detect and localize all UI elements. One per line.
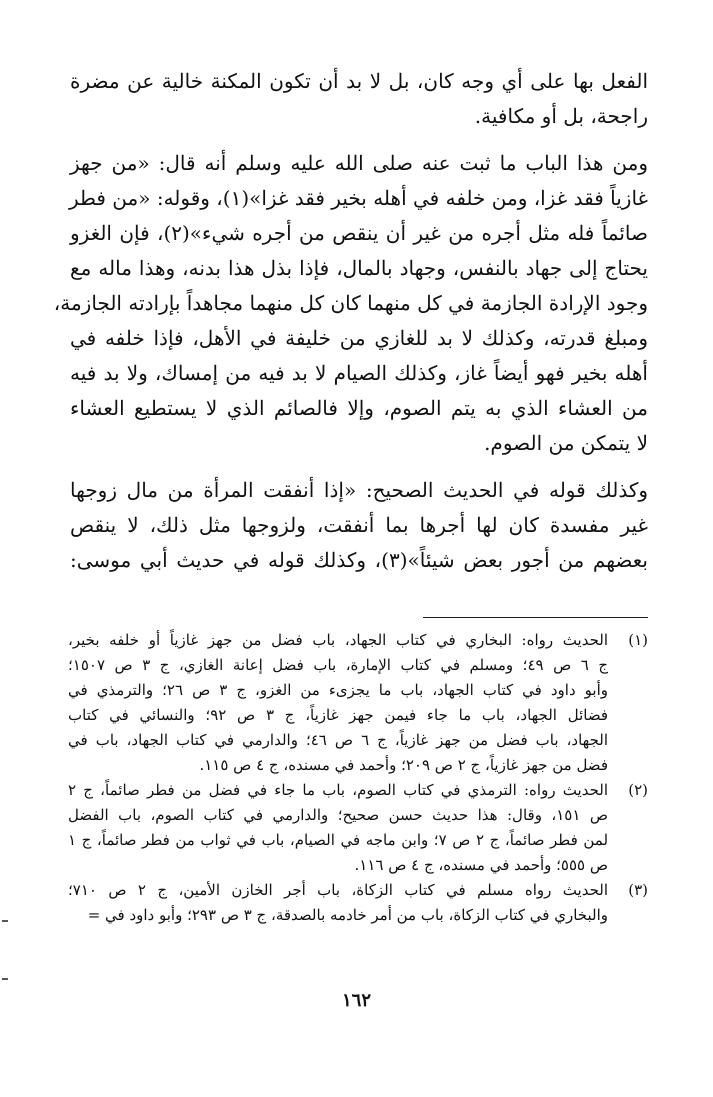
- footnote-number: (٣): [628, 881, 648, 899]
- text-line: يحتاج إلى جهاد بالنفس، وجهاد بالمال، فإذا بذل هذا بدنه، وهذا ماله مع: [70, 256, 648, 280]
- page-number: ١٦٢: [341, 990, 371, 1011]
- text-line: من العشاء الذي به يتم الصوم، وإلا فالصائم الذي لا يستطيع العشاء: [70, 396, 648, 420]
- text-line: الفعل بها على أي وجه كان، بل لا بد أن تكون المكنة خالية عن مضرة: [70, 69, 648, 93]
- footnote-line: فضائل الجهاد، باب ما جاء فيمن جهز غازياً، ج ٣ ص ٩٢؛ والنسائي في كتاب: [68, 706, 609, 724]
- paragraph-1: [70, 64, 648, 134]
- footnotes: [68, 628, 648, 928]
- footnote-line: وأبو داود في كتاب الجهاد، باب ما يجزىء من الغزو، ج ٣ ص ٢٦؛ والترمذي في: [68, 681, 608, 699]
- footnote-number: (١): [628, 631, 648, 649]
- text-line: ومبلغ قدرته، وكذلك لا بد للغازي من خليفة في الأهل، فإذا خلفه في: [70, 326, 648, 350]
- text-line: وكذلك قوله في الحديث الصحيح: «إذا أنفقت المرأة من مال زوجها: [70, 478, 648, 502]
- scan-edge-mark: [2, 978, 8, 980]
- scan-edge-mark: [2, 920, 8, 922]
- footnote-line: ج ٦ ص ٤٩؛ ومسلم في كتاب الإمارة، باب فضل إعانة الغازي، ج ٣ ص ١٥٠٧؛: [68, 656, 609, 674]
- footnote-line: ص ٥٥٥؛ وأحمد في مسنده، ج ٤ ص ١١٦.: [354, 856, 608, 874]
- footnote-line: ص ١٥١، وقال: هذا حديث حسن صحيح؛ والدارمي في كتاب الصوم، باب الفضل: [68, 806, 608, 824]
- footnote-line: الحديث رواه: الترمذي في كتاب الصوم، باب ما جاء في فضل من فطر صائماً، ج ٢: [68, 781, 608, 799]
- paragraph-2: [53, 146, 648, 461]
- footnote-line: الجهاد، باب فضل من جهز غازياً، ج ٦ ص ٤٦؛ والدارمي في كتاب الجهاد، باب في: [68, 731, 608, 749]
- text-line: أهله بخير فهو أيضاً غاز، وكذلك الصيام لا بد فيه من إمساك، ولا بد فيه: [70, 361, 648, 385]
- footnote-3: [68, 878, 648, 928]
- text-line: صائماً فله مثل أجره من غير أن ينقص من أجره شيء»(٢)، فإن الغزو: [70, 221, 648, 245]
- text-line: غير مفسدة كان لها أجرها بما أنفقت، ولزوجها مثل ذلك، لا ينقص: [70, 513, 648, 537]
- text-line: غازياً فقد غزا، ومن خلفه في أهله بخير فقد غزا»(١)، وقوله: «من فطر: [68, 186, 648, 210]
- text-line: وجود الإرادة الجازمة في كل منهما كان كل منهما مجاهداً بإرادته الجازمة،: [53, 291, 648, 315]
- text-line: ومن هذا الباب ما ثبت عنه صلى الله عليه وسلم أنه قال: «من جهز: [70, 151, 648, 175]
- footnote-line: لمن فطر صائماً، ج ٢ ص ٧؛ وابن ماجه في الصيام، باب في ثواب من فطر صائماً، ج ١: [68, 831, 609, 849]
- footnote-number: (٢): [628, 781, 648, 799]
- footnote-2: [68, 778, 648, 878]
- main-text: [53, 64, 648, 578]
- text-line: بعضهم من أجور بعض شيئاً»(٣)، وكذلك قوله في حديث أبي موسى:: [70, 548, 648, 572]
- paragraph-3: [70, 473, 648, 578]
- footnote-1: [68, 628, 648, 778]
- text-line: لا يتمكن من الصوم.: [484, 431, 648, 455]
- footnote-line: الحديث رواه: البخاري في كتاب الجهاد، باب فضل من جهز غازياً أو خلفه بخير،: [68, 631, 608, 649]
- footnote-line: فضل من جهز غازياً، ج ٢ ص ٢٠٩؛ وأحمد في مسنده، ج ٤ ص ١١٥.: [199, 756, 608, 774]
- footnote-line: الحديث رواه مسلم في كتاب الزكاة، باب أجر الخازن الأمين، ج ٢ ص ٧١٠؛: [68, 881, 609, 899]
- footnote-line: والبخاري في كتاب الزكاة، باب من أمر خادمه بالصدقة، ج ٣ ص ٢٩٣؛ وأبو داود في =: [87, 906, 608, 924]
- footnote-separator: [423, 617, 648, 618]
- text-line: راجحة، بل أو مكافية.: [474, 104, 648, 128]
